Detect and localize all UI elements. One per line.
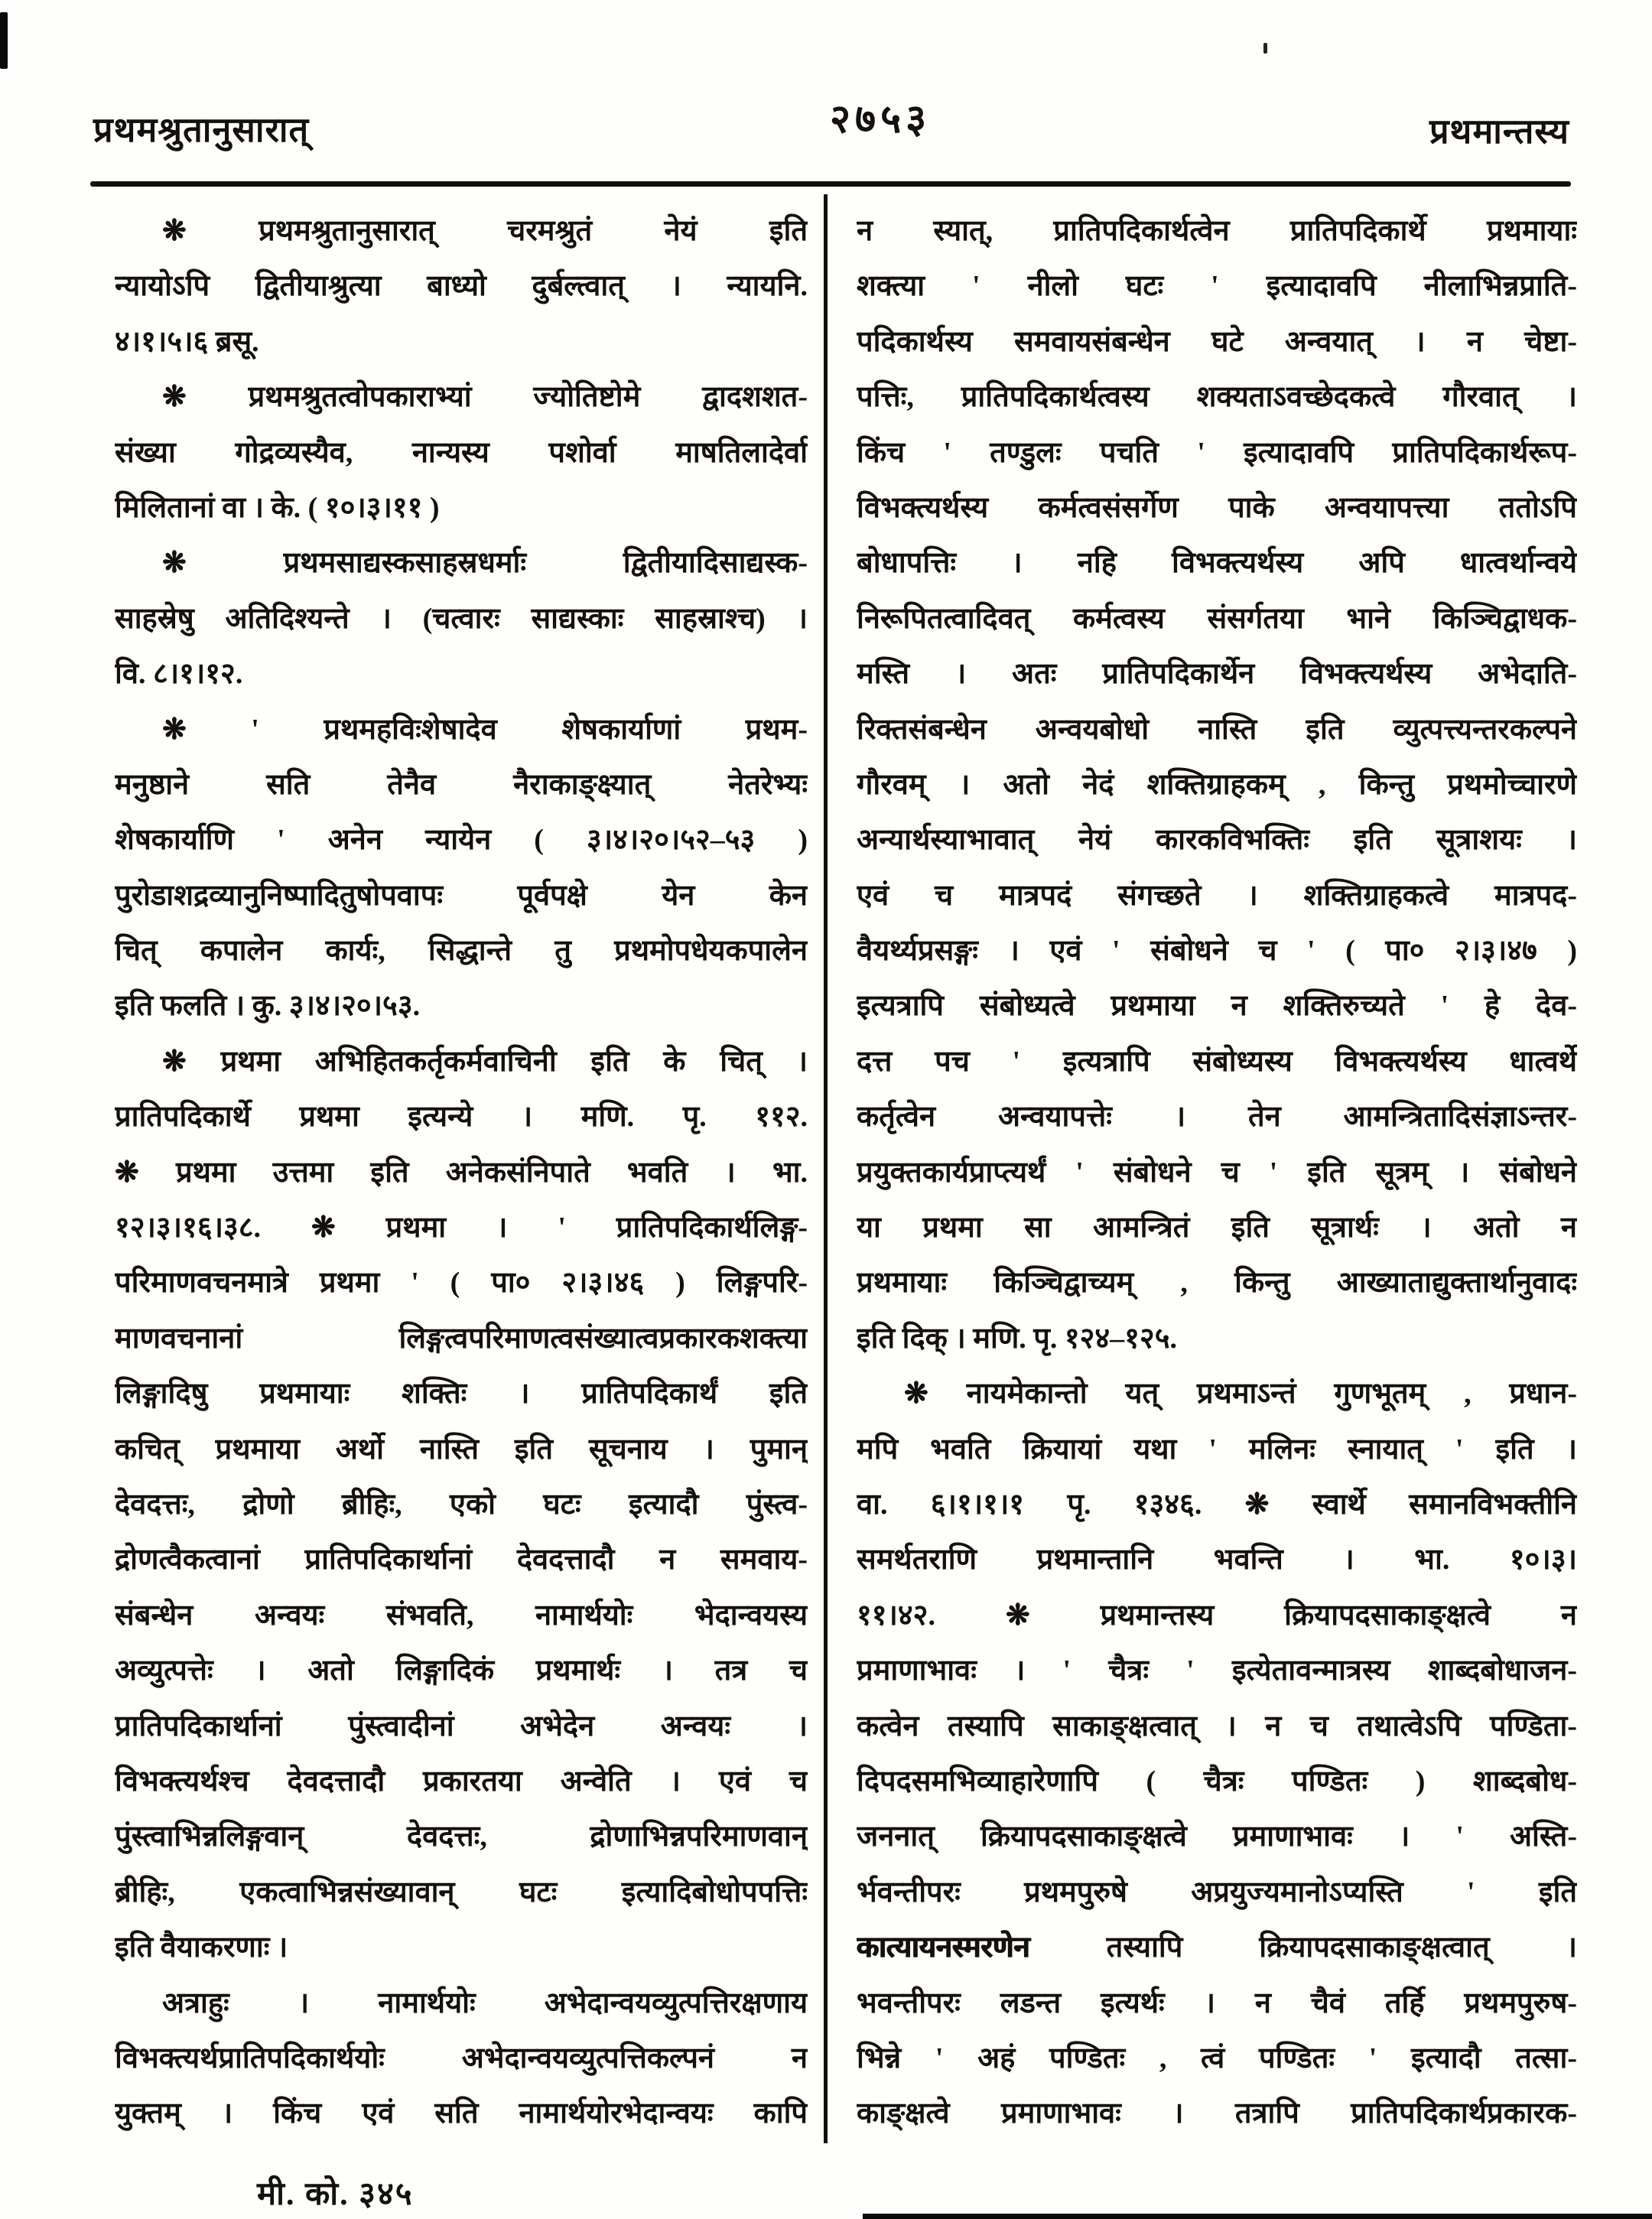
text-line: बोधापत्तिः । नहि विभक्त्यर्थस्य अपि धात्वर्थान्वये: [857, 547, 1577, 580]
text-line: प्रातिपदिकार्थे प्रथमा इत्यन्ये । मणि. पृ. ११२.: [115, 1101, 808, 1134]
text-line: काङ्क्षत्वे प्रमाणाभावः । तत्रापि प्रातिपदिकार्थप्रकारक-: [857, 2097, 1577, 2130]
text-line-rest: तस्यापि क्रियापदसाकाङ्क्षत्वात् ।: [1029, 1931, 1577, 1964]
text-line: ❋ प्रथमश्रुतत्वोपकाराभ्यां ज्योतिष्टोमे द्वादशशत-: [162, 381, 808, 414]
text-line: अत्राहुः । नामार्थयोः अभेदान्वयव्युत्पत्तिरक्षणाय: [162, 1986, 808, 2019]
text-line: कत्वेन तस्यापि साकाङ्क्षत्वात् । न च तथात्वेऽपि पण्डिता-: [857, 1710, 1577, 1742]
text-line: समर्थतराणि प्रथमान्तानि भवन्ति । भा. १०।३।: [857, 1544, 1577, 1576]
text-line: न्यायोऽपि द्वितीयाश्रुत्या बाध्यो दुर्बल्त्वात् । न्यायनि.: [115, 270, 808, 303]
text-line: ❋ प्रथमा उत्तमा इति अनेकसंनिपाते भवति । भा.: [115, 1156, 808, 1189]
text-line: पत्तिः, प्रातिपदिकार्थत्वस्य शक्यताऽवच्छेदकत्वे गौरवात् ।: [857, 381, 1577, 414]
text-line: ब्रीहिः, एकत्वाभिन्नसंख्यावान् घटः इत्यादिबोधोपपत्तिः: [115, 1876, 808, 1908]
text-line: अन्यार्थस्याभावात् नेयं कारकविभक्तिः इति सूत्राशयः ।: [857, 824, 1577, 857]
text-line: र्भवन्तीपरः प्रथमपुरुषे अप्रयुज्यमानोऽप्यस्ति ' इति: [857, 1876, 1577, 1908]
text-line: जननात् क्रियापदसाकाङ्क्षत्वे प्रमाणाभावः । ' अस्ति-: [857, 1820, 1577, 1853]
text-line: मिलितानां वा । के. ( १०।३।११ ): [115, 491, 440, 524]
text-line: १२।३।१६।३८. ❋ प्रथमा । ' प्रातिपदिकार्थलिङ्ग-: [115, 1212, 808, 1245]
scan-smudge-bottom: [863, 2214, 1652, 2219]
emphasized-word: कात्यायनस्मरणेन: [857, 1931, 1030, 1964]
page-number: २७५३: [830, 98, 932, 142]
header-rule: [90, 181, 1571, 187]
text-line: मपि भवति क्रियायां यथा ' मलिनः स्नायात् ' इति ।: [857, 1433, 1577, 1466]
text-line: वैयर्थ्यप्रसङ्गः । एवं ' संबोधने च ' ( पा० २।३।४७ ): [857, 935, 1577, 968]
text-line: विभक्त्यर्थप्रातिपदिकार्थयोः अभेदान्वयव्युत्पत्तिकल्पनं न: [115, 2042, 808, 2074]
text-line: निरूपितत्वादिवत् कर्मत्वस्य संसर्गतया भाने किञ्चिद्वाधक-: [857, 602, 1577, 635]
text-line: ११।४२. ❋ प्रथमान्तस्य क्रियापदसाकाङ्क्षत्वे न: [857, 1599, 1577, 1632]
text-line: देवदत्तः, द्रोणो ब्रीहिः, एको घटः इत्यादौ पुंस्त्व-: [115, 1488, 808, 1521]
scan-speck: [1263, 43, 1267, 54]
scan-smudge: [0, 12, 8, 69]
text-line: साहस्रेषु अतिदिश्यन्ते । (चत्वारः साद्यस्काः साहस्राश्च) ।: [115, 602, 808, 635]
text-line: माणवचनानां लिङ्गत्वपरिमाणत्वसंख्यात्वप्रकारकशक्त्या: [115, 1322, 808, 1355]
text-line: या प्रथमा सा आमन्त्रितं इति सूत्रार्थः । अतो न: [857, 1212, 1577, 1245]
text-line: कचित् प्रथमाया अर्थो नास्ति इति सूचनाय । पुमान्: [115, 1433, 808, 1466]
left-column: [115, 203, 808, 2142]
text-line: दत्त पच ' इत्यत्रापि संबोध्यस्य विभक्त्यर्थस्य धात्वर्थे: [857, 1045, 1577, 1078]
text-line: विभक्त्यर्थश्च देवदत्तादौ प्रकारतया अन्वेति । एवं च: [115, 1765, 808, 1798]
text-line: एवं च मात्रपदं संगच्छते । शक्तिग्राहकत्वे मात्रपद-: [857, 879, 1577, 912]
text-line: पदिकार्थस्य समवायसंबन्धेन घटे अन्वयात् । न चेष्टा-: [857, 325, 1577, 358]
text-line: पुरोडाशद्रव्यानुनिष्पादितुषोपवापः पूर्वपक्षे येन केन: [115, 879, 808, 912]
text-line: भिन्ने ' अहं पण्डितः , त्वं पण्डितः ' इत्यादौ तत्सा-: [857, 2042, 1577, 2074]
text-line: शक्त्या ' नीलो घटः ' इत्यादावपि नीलाभिन्नप्राति-: [857, 270, 1577, 303]
running-head-right: प्रथमान्तस्य: [1429, 112, 1569, 151]
text-line: दिपदसमभिव्याहारेणापि ( चैत्रः पण्डितः ) शाब्दबोध-: [857, 1765, 1577, 1798]
text-line: लिङ्गादिषु प्रथमायाः शक्तिः । प्रातिपदिकार्थं इति: [115, 1378, 808, 1410]
text-line: वि. ८।१।१२.: [115, 658, 243, 691]
text-line: इति दिक् । मणि. पृ. १२४–१२५.: [857, 1322, 1177, 1355]
text-line: ४।१।५।६ ब्रसू.: [115, 325, 259, 358]
text-line: परिमाणवचनमात्रे प्रथमा ' ( पा० २।३।४६ ) लिङ्गपरि-: [115, 1267, 808, 1300]
text-line: भवन्तीपरः लडन्त इत्यर्थः । न चैवं तर्हि प्रथमपुरुष-: [857, 1986, 1577, 2019]
text-line: प्रातिपदिकार्थानां पुंस्त्वादीनां अभेदेन अन्वयः ।: [115, 1710, 808, 1742]
text-line: किंच ' तण्डुलः पचति ' इत्यादावपि प्रातिपदिकार्थरूप-: [857, 436, 1577, 469]
text-line: प्रथमायाः किञ्चिद्वाच्यम् , किन्तु आख्याताद्युक्तार्थानुवादः: [857, 1267, 1577, 1300]
footer-signature: मी. को. ३४५: [257, 2177, 414, 2212]
text-line: इत्यत्रापि संबोध्यत्वे प्रथमाया न शक्तिरुच्यते ' हे देव-: [857, 990, 1577, 1023]
text-line: ❋ नायमेकान्तो यत् प्रथमाऽन्तं गुणभूतम् , प्रधान-: [904, 1378, 1577, 1410]
text-line: मनुष्ठाने सति तेनैव नैराकाङ्क्ष्यात् नेतरेभ्यः: [115, 768, 808, 801]
text-line: विभक्त्यर्थस्य कर्मत्वसंसर्गेण पाके अन्वयापत्त्या ततोऽपि: [857, 491, 1577, 524]
text-line: इति फलति । कु. ३।४।२०।५३.: [115, 990, 421, 1023]
text-line: कर्तृत्वेन अन्वयापत्तेः । तेन आमन्त्रितादिसंज्ञाऽन्तर-: [857, 1101, 1577, 1134]
running-head-left: प्रथमश्रुतानुसारात्: [93, 111, 310, 149]
text-line: शेषकार्याणि ' अनेन न्यायेन ( ३।४।२०।५२–५३ ): [115, 824, 808, 857]
text-line: ❋ प्रथमा अभिहितकर्तृकर्मवाचिनी इति के चित् ।: [162, 1045, 808, 1078]
text-line: मस्ति । अतः प्रातिपदिकार्थेन विभक्त्यर्थस्य अभेदाति-: [857, 658, 1577, 691]
text-line: प्रमाणाभावः । ' चैत्रः ' इत्येतावन्मात्रस्य शाब्दबोधाजन-: [857, 1654, 1577, 1687]
text-line: वा. ६।१।१।१ पृ. १३४६. ❋ स्वार्थे समानविभक्तीनि: [857, 1488, 1577, 1521]
text-line: गौरवम् । अतो नेदं शक्तिग्राहकम् , किन्तु प्रथमोच्चारणे: [857, 768, 1577, 801]
text-line: अव्युत्पत्तेः । अतो लिङ्गादिकं प्रथमार्थः । तत्र च: [115, 1654, 808, 1687]
text-line: पुंस्त्वाभिन्नलिङ्गवान् देवदत्तः, द्रोणाभिन्नपरिमाणवान्: [115, 1820, 808, 1853]
right-column: [857, 203, 1577, 2142]
text-line: न स्यात्, प्रातिपदिकार्थत्वेन प्रातिपदिकार्थे प्रथमायाः: [857, 215, 1577, 247]
text-line: संख्या गोद्रव्यस्यैव, नान्यस्य पशोर्वा माषतिलादेर्वा: [115, 436, 808, 469]
text-line: प्रयुक्तकार्यप्राप्त्यर्थं ' संबोधने च ' इति सूत्रम् । संबोधने: [857, 1156, 1577, 1189]
text-line: संबन्धेन अन्वयः संभवति, नामार्थयोः भेदान्वयस्य: [115, 1599, 808, 1632]
text-line: रिक्तसंबन्धेन अन्वयबोधो नास्ति इति व्युत्पत्त्यन्तरकल्पने: [857, 713, 1577, 746]
text-line: द्रोणत्वैकत्वानां प्रातिपदिकार्थानां देवदत्तादौ न समवाय-: [115, 1544, 808, 1576]
text-line: ❋ प्रथमश्रुतानुसारात् चरमश्रुतं नेयं इति: [162, 215, 808, 247]
text-line: [857, 1920, 1577, 1975]
text-line: ❋ ' प्रथमहविःशेषादेव शेषकार्याणां प्रथम-: [162, 713, 808, 746]
text-line: चित् कपालेन कार्यः, सिद्धान्ते तु प्रथमोपधेयकपालेन: [115, 935, 808, 968]
text-line: ❋ प्रथमसाद्यस्कसाहस्रधर्माः द्वितीयादिसाद्यस्क-: [162, 547, 808, 580]
text-line: इति वैयाकरणाः ।: [115, 1931, 288, 1964]
text-line: युक्तम् । किंच एवं सति नामार्थयोरभेदान्वयः कापि: [115, 2097, 808, 2130]
column-divider-rule: [824, 194, 828, 2143]
